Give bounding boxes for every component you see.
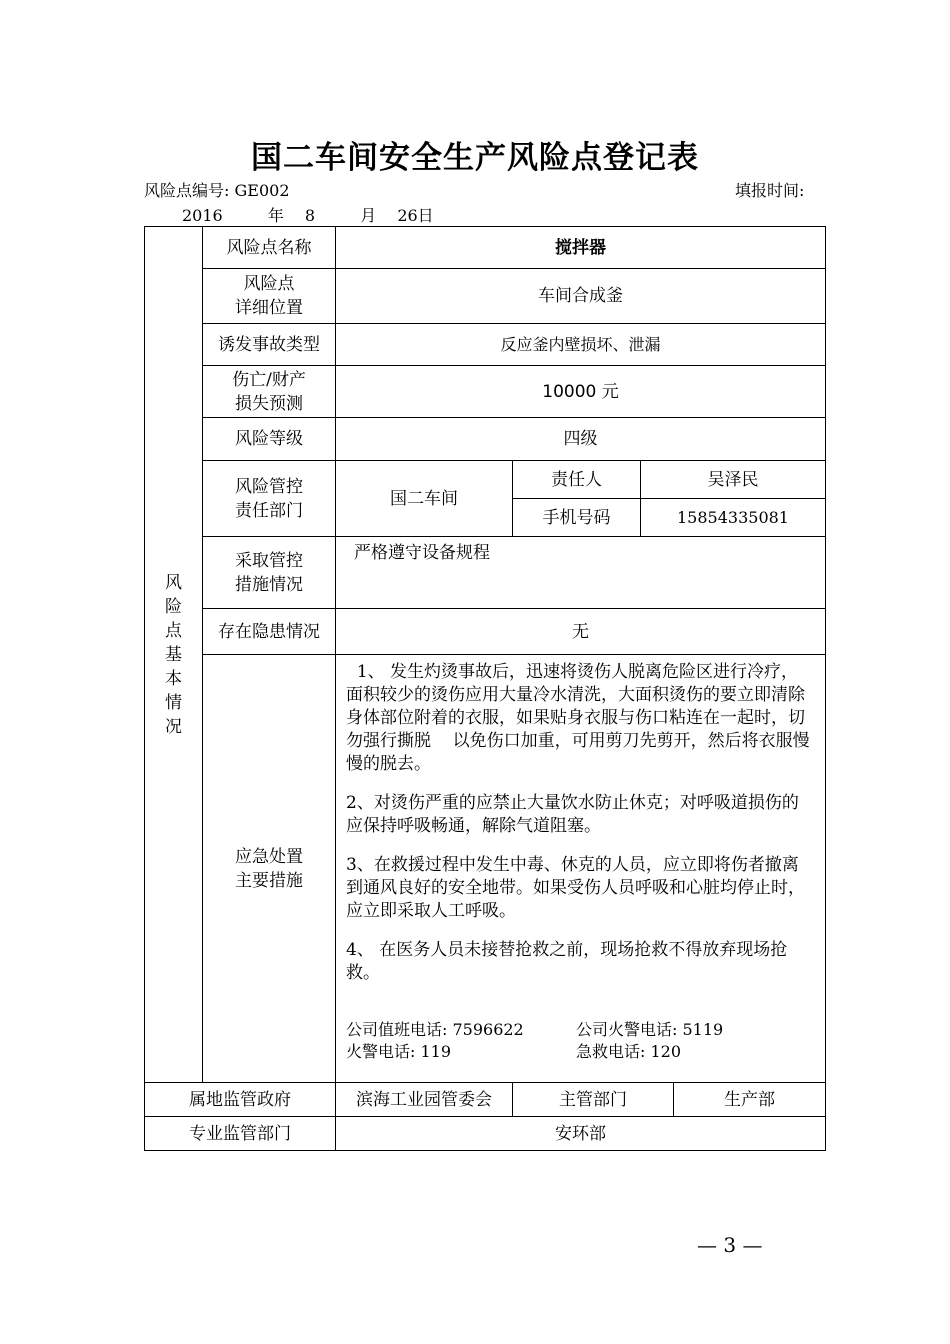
loss-label: 伤亡/财产 损失预测 xyxy=(203,366,336,418)
date-year: 2016 xyxy=(182,206,223,225)
location-value: 车间合成釜 xyxy=(336,269,826,324)
pro-dept-label: 专业监管部门 xyxy=(145,1117,336,1151)
dept-label: 风险管控 责任部门 xyxy=(203,461,336,537)
date-year-unit: 年 xyxy=(267,206,284,225)
fill-date xyxy=(182,203,434,226)
emergency-label: 应急处置 主要措施 xyxy=(203,655,336,1083)
phone-label: 手机号码 xyxy=(513,499,641,537)
date-month: 8 xyxy=(304,206,316,225)
fill-time-label: 填报时间: xyxy=(735,181,805,200)
name-label: 风险点名称 xyxy=(203,227,336,269)
risk-register-table xyxy=(144,226,826,1151)
risk-level-label: 风险等级 xyxy=(203,418,336,461)
accident-type-label: 诱发事故类型 xyxy=(203,324,336,366)
location-label: 风险点 详细位置 xyxy=(203,269,336,324)
fire-phone: 火警电话: 119 xyxy=(346,1042,452,1061)
measures-value: 严格遵守设备规程 xyxy=(336,537,826,609)
hazard-label: 存在隐患情况 xyxy=(203,609,336,655)
emergency-step-3: 3、在救援过程中发生中毒、休克的人员，应立即将伤者撤离到通风良好的安全地带。如果受伤人员呼吸和心脏均停止时，应立即采取人工呼吸。 xyxy=(346,855,805,921)
emergency-step-4: 4、 在医务人员未接替抢救之前，现场抢救不得放弃现场抢救。 xyxy=(346,940,788,983)
phone-value: 15854335081 xyxy=(641,499,826,537)
pro-dept-value: 安环部 xyxy=(336,1117,826,1151)
page-title: 国二车间安全生产风险点登记表 xyxy=(251,140,699,176)
risk-no-label: 风险点编号: xyxy=(144,181,230,200)
date-day: 26日 xyxy=(397,206,434,225)
main-dept-label: 主管部门 xyxy=(513,1083,674,1117)
main-dept-value: 生产部 xyxy=(674,1083,826,1117)
emergency-step-1: 1、 发生灼烫事故后，迅速将烫伤人脱离危险区进行冷疗，面积较少的烫伤应用大量冷水清洗，大面积烫伤的要立即清除身体部位附着的衣服，如果贴身衣服与伤口粘连在一起时，切勿强行撕脱 以免伤口加重，可用剪刀先剪开，然后将衣服慢慢的脱去。 xyxy=(346,662,810,774)
emergency-step-2: 2、对烫伤严重的应禁止大量饮水防止休克；对呼吸道损伤的应保持呼吸畅通，解除气道阻塞。 xyxy=(346,793,799,836)
gov-label: 属地监管政府 xyxy=(145,1083,336,1117)
risk-no xyxy=(144,178,290,201)
person-value: 吴泽民 xyxy=(641,461,826,499)
risk-level-value: 四级 xyxy=(336,418,826,461)
accident-type-value: 反应釜内壁损坏、泄漏 xyxy=(336,324,826,366)
name-value: 搅拌器 xyxy=(336,227,826,269)
measures-label: 采取管控 措施情况 xyxy=(203,537,336,609)
gov-value: 滨海工业园管委会 xyxy=(336,1083,513,1117)
company-fire-phone: 公司火警电话: 5119 xyxy=(576,1020,724,1039)
person-label: 责任人 xyxy=(513,461,641,499)
hazard-value: 无 xyxy=(336,609,826,655)
ambulance-phone: 急救电话: 120 xyxy=(576,1042,682,1061)
emergency-measures xyxy=(336,655,826,1083)
date-month-unit: 月 xyxy=(360,206,377,225)
side-label-basic-info: 风 险 点 基 本 情 况 xyxy=(145,227,203,1083)
risk-no-value: GE002 xyxy=(234,181,290,200)
duty-phone: 公司值班电话: 7596622 xyxy=(346,1020,524,1039)
emergency-phones xyxy=(346,1019,815,1063)
loss-value: 10000 元 xyxy=(336,366,826,418)
page-number: — 3 — xyxy=(697,1233,763,1257)
dept-value: 国二车间 xyxy=(336,461,513,537)
